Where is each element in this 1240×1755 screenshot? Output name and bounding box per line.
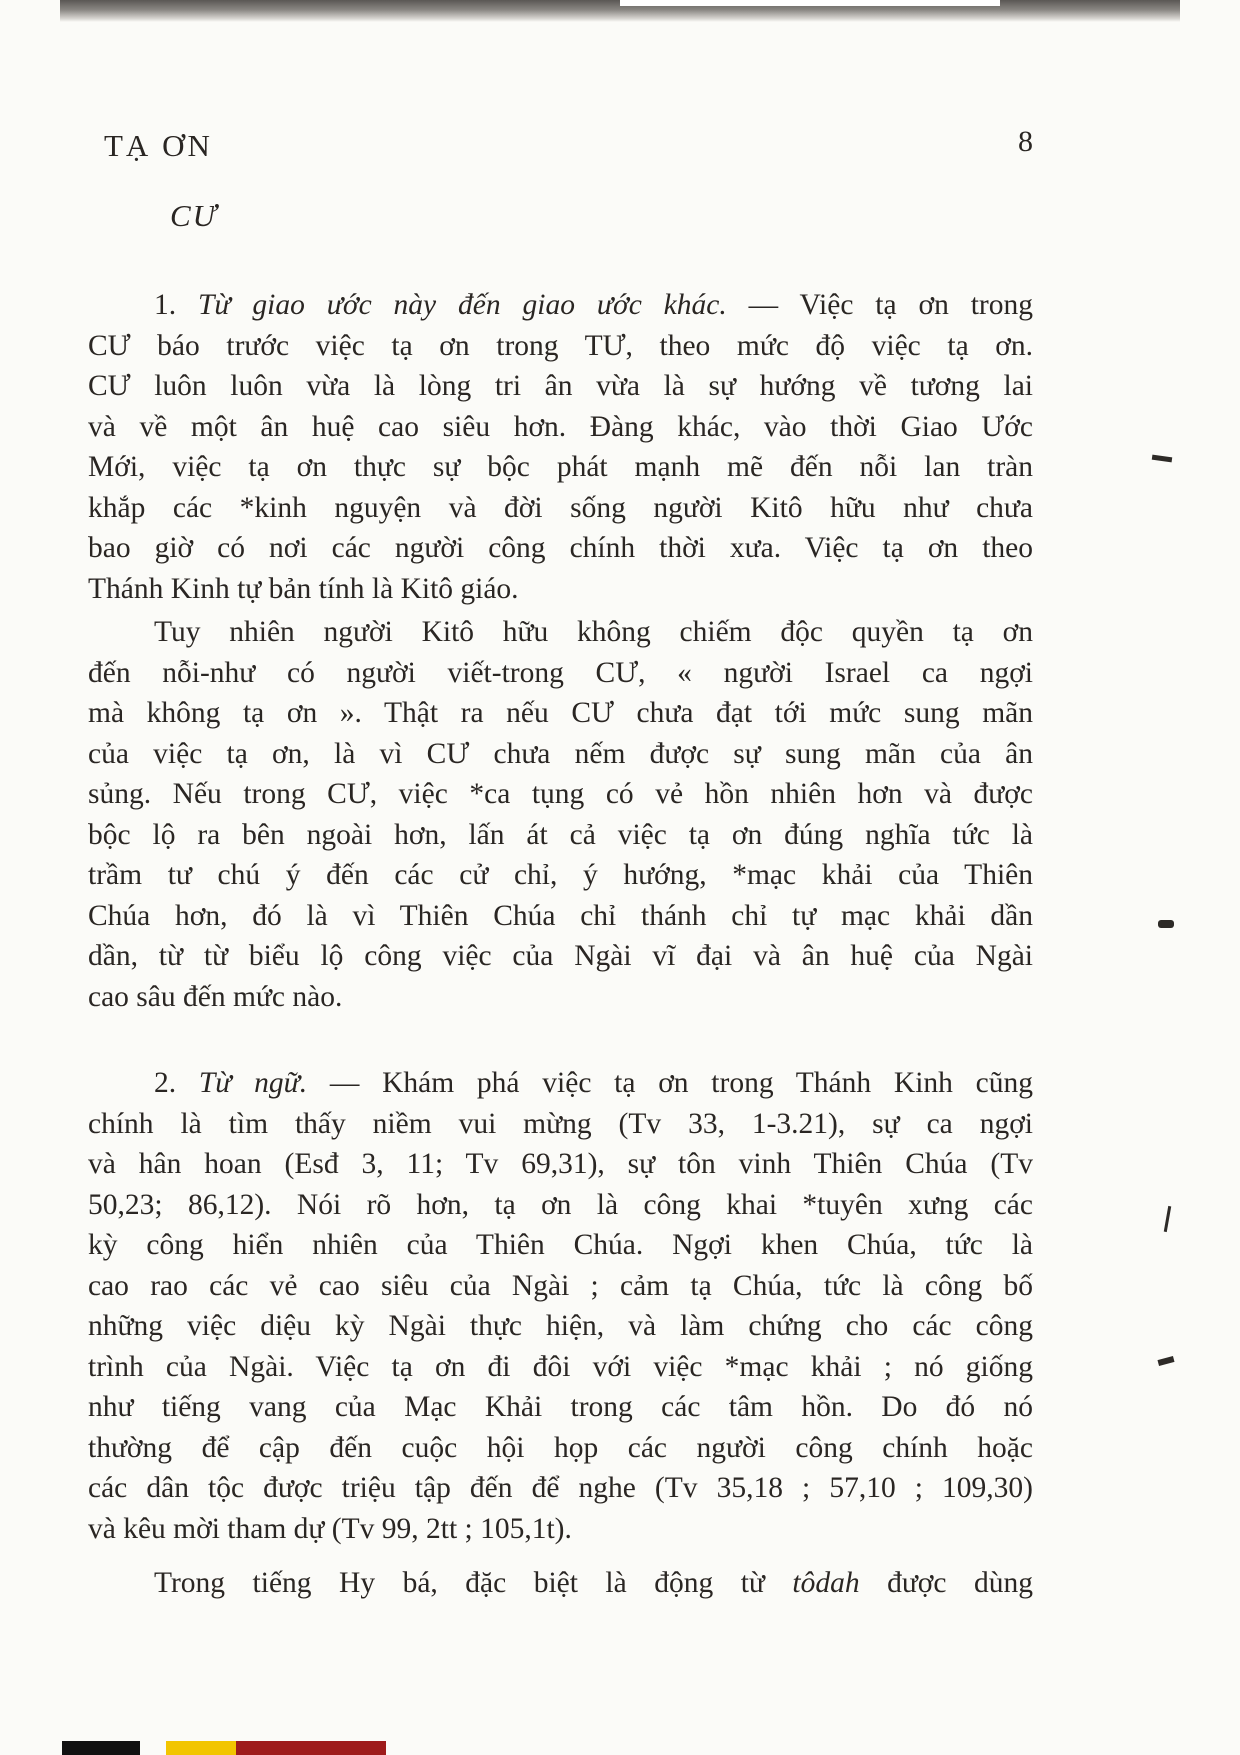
- paragraph-2-line: sủng. Nếu trong CƯ, việc *ca tụng có vẻ hồn nhiên hơn và được: [88, 778, 1033, 810]
- scan-speck: [1152, 455, 1173, 463]
- paragraph-2-line: bộc lộ ra bên ngoài hơn, lấn át cả việc tạ ơn đúng nghĩa tức là: [88, 818, 1033, 851]
- paragraph-1-line: CƯ luôn luôn vừa là lòng tri ân vừa là sự hướng về tương lai: [88, 370, 1033, 402]
- paragraph-3-line: chính là tìm thấy niềm vui mừng (Tv 33, 1-3.21), sự ca ngợi: [88, 1107, 1033, 1140]
- scan-top-edge-gap: [620, 0, 1000, 6]
- running-head: TẠ ƠN: [104, 128, 213, 163]
- paragraph-1-line: khắp các *kinh nguyện và đời sống người Kitô hữu như chưa: [88, 491, 1033, 524]
- paragraph-2-line: cao sâu đến mức nào.: [88, 980, 343, 1013]
- scan-bottom-strip-yellow: [166, 1741, 236, 1755]
- paragraph-4: [88, 1563, 1033, 1604]
- paragraph-2-line: Tuy nhiên người Kitô hữu không chiếm độc quyền tạ ơn: [154, 616, 1033, 648]
- paragraph-title: Từ ngữ.: [198, 1067, 308, 1099]
- paragraph-3-line: và hân hoan (Esđ 3, 11; Tv 69,31), sự tôn vinh Thiên Chúa (Tv: [88, 1148, 1033, 1180]
- paragraph-3-line: thường để cập đến cuộc hội họp các người công chính hoặc: [88, 1431, 1033, 1464]
- paragraph-1-line: CƯ báo trước việc tạ ơn trong TƯ, theo mức độ việc tạ ơn.: [88, 329, 1033, 362]
- paragraph-1-line: 1. Từ giao ước này đến giao ước khác. — Việc tạ ơn trong: [154, 289, 1033, 321]
- paragraph-3-line: 50,23; 86,12). Nói rõ hơn, tạ ơn là công khai *tuyên xưng các: [88, 1188, 1033, 1221]
- paragraph-2-line: trầm tư chú ý đến các cử chỉ, ý hướng, *mạc khải của Thiên: [88, 859, 1033, 891]
- paragraph-1-line: bao giờ có nơi các người công chính thời xưa. Việc tạ ơn theo: [88, 532, 1033, 564]
- paragraph-3-line: cao rao các vẻ cao siêu của Ngài ; cảm tạ Chúa, tức là công bố: [88, 1269, 1033, 1302]
- paragraph-number: 1.: [154, 289, 177, 321]
- scan-bottom-strip-black: [62, 1741, 140, 1755]
- section-heading: CƯ: [170, 198, 219, 233]
- paragraph-1: [88, 285, 1033, 609]
- scan-bottom-strip-red: [236, 1741, 386, 1755]
- paragraph-2-line: Chúa hơn, đó là vì Thiên Chúa chỉ thánh chỉ tự mạc khải dần: [88, 899, 1033, 932]
- paragraph-1-line: Mới, việc tạ ơn thực sự bộc phát mạnh mẽ đến nỗi lan tràn: [88, 451, 1033, 483]
- paragraph-3-line: như tiếng vang của Mạc Khải trong các tâm hồn. Do đó nó: [88, 1391, 1033, 1423]
- paragraph-3-line: và kêu mời tham dự (Tv 99, 2tt ; 105,1t).: [88, 1512, 572, 1545]
- paragraph-2-line: đến nỗi-như có người viết-trong CƯ, « người Israel ca ngợi: [88, 656, 1033, 689]
- paragraph-2-line: mà không tạ ơn ». Thật ra nếu CƯ chưa đạt tới mức sung mãn: [88, 697, 1033, 729]
- scan-speck: [1164, 1206, 1171, 1232]
- paragraph-3-line: kỳ công hiển nhiên của Thiên Chúa. Ngợi khen Chúa, tức là: [88, 1229, 1033, 1261]
- paragraph-4-line: Trong tiếng Hy bá, đặc biệt là động từ tôdah được dùng: [154, 1567, 1033, 1599]
- page-number: 8: [1018, 125, 1033, 158]
- paragraph-number: 2.: [154, 1067, 177, 1099]
- paragraph-2: [88, 612, 1033, 1017]
- paragraph-2-line: của việc tạ ơn, là vì CƯ chưa nếm được sự sung mãn của ân: [88, 737, 1033, 770]
- paragraph-3-line: những việc diệu kỳ Ngài thực hiện, và làm chứng cho các công: [88, 1310, 1033, 1342]
- paragraph-3: [88, 1063, 1033, 1549]
- hebrew-term: tôdah: [792, 1567, 860, 1599]
- paragraph-title: Từ giao ước này đến giao ước khác.: [198, 289, 727, 321]
- paragraph-1-line: và về một ân huệ cao siêu hơn. Đàng khác, vào thời Giao Ước: [88, 410, 1033, 443]
- paragraph-2-line: dần, từ từ biểu lộ công việc của Ngài vĩ đại và ân huệ của Ngài: [88, 940, 1033, 972]
- scan-speck: [1158, 920, 1174, 928]
- paragraph-3-line: các dân tộc được triệu tập đến để nghe (Tv 35,18 ; 57,10 ; 109,30): [88, 1472, 1033, 1504]
- paragraph-1-line: Thánh Kinh tự bản tính là Kitô giáo.: [88, 572, 519, 605]
- paragraph-3-line: trình của Ngài. Việc tạ ơn đi đôi với việc *mạc khải ; nó giống: [88, 1350, 1033, 1383]
- paragraph-3-line: 2. Từ ngữ. — Khám phá việc tạ ơn trong Thánh Kinh cũng: [154, 1067, 1033, 1099]
- scan-speck: [1157, 1356, 1174, 1366]
